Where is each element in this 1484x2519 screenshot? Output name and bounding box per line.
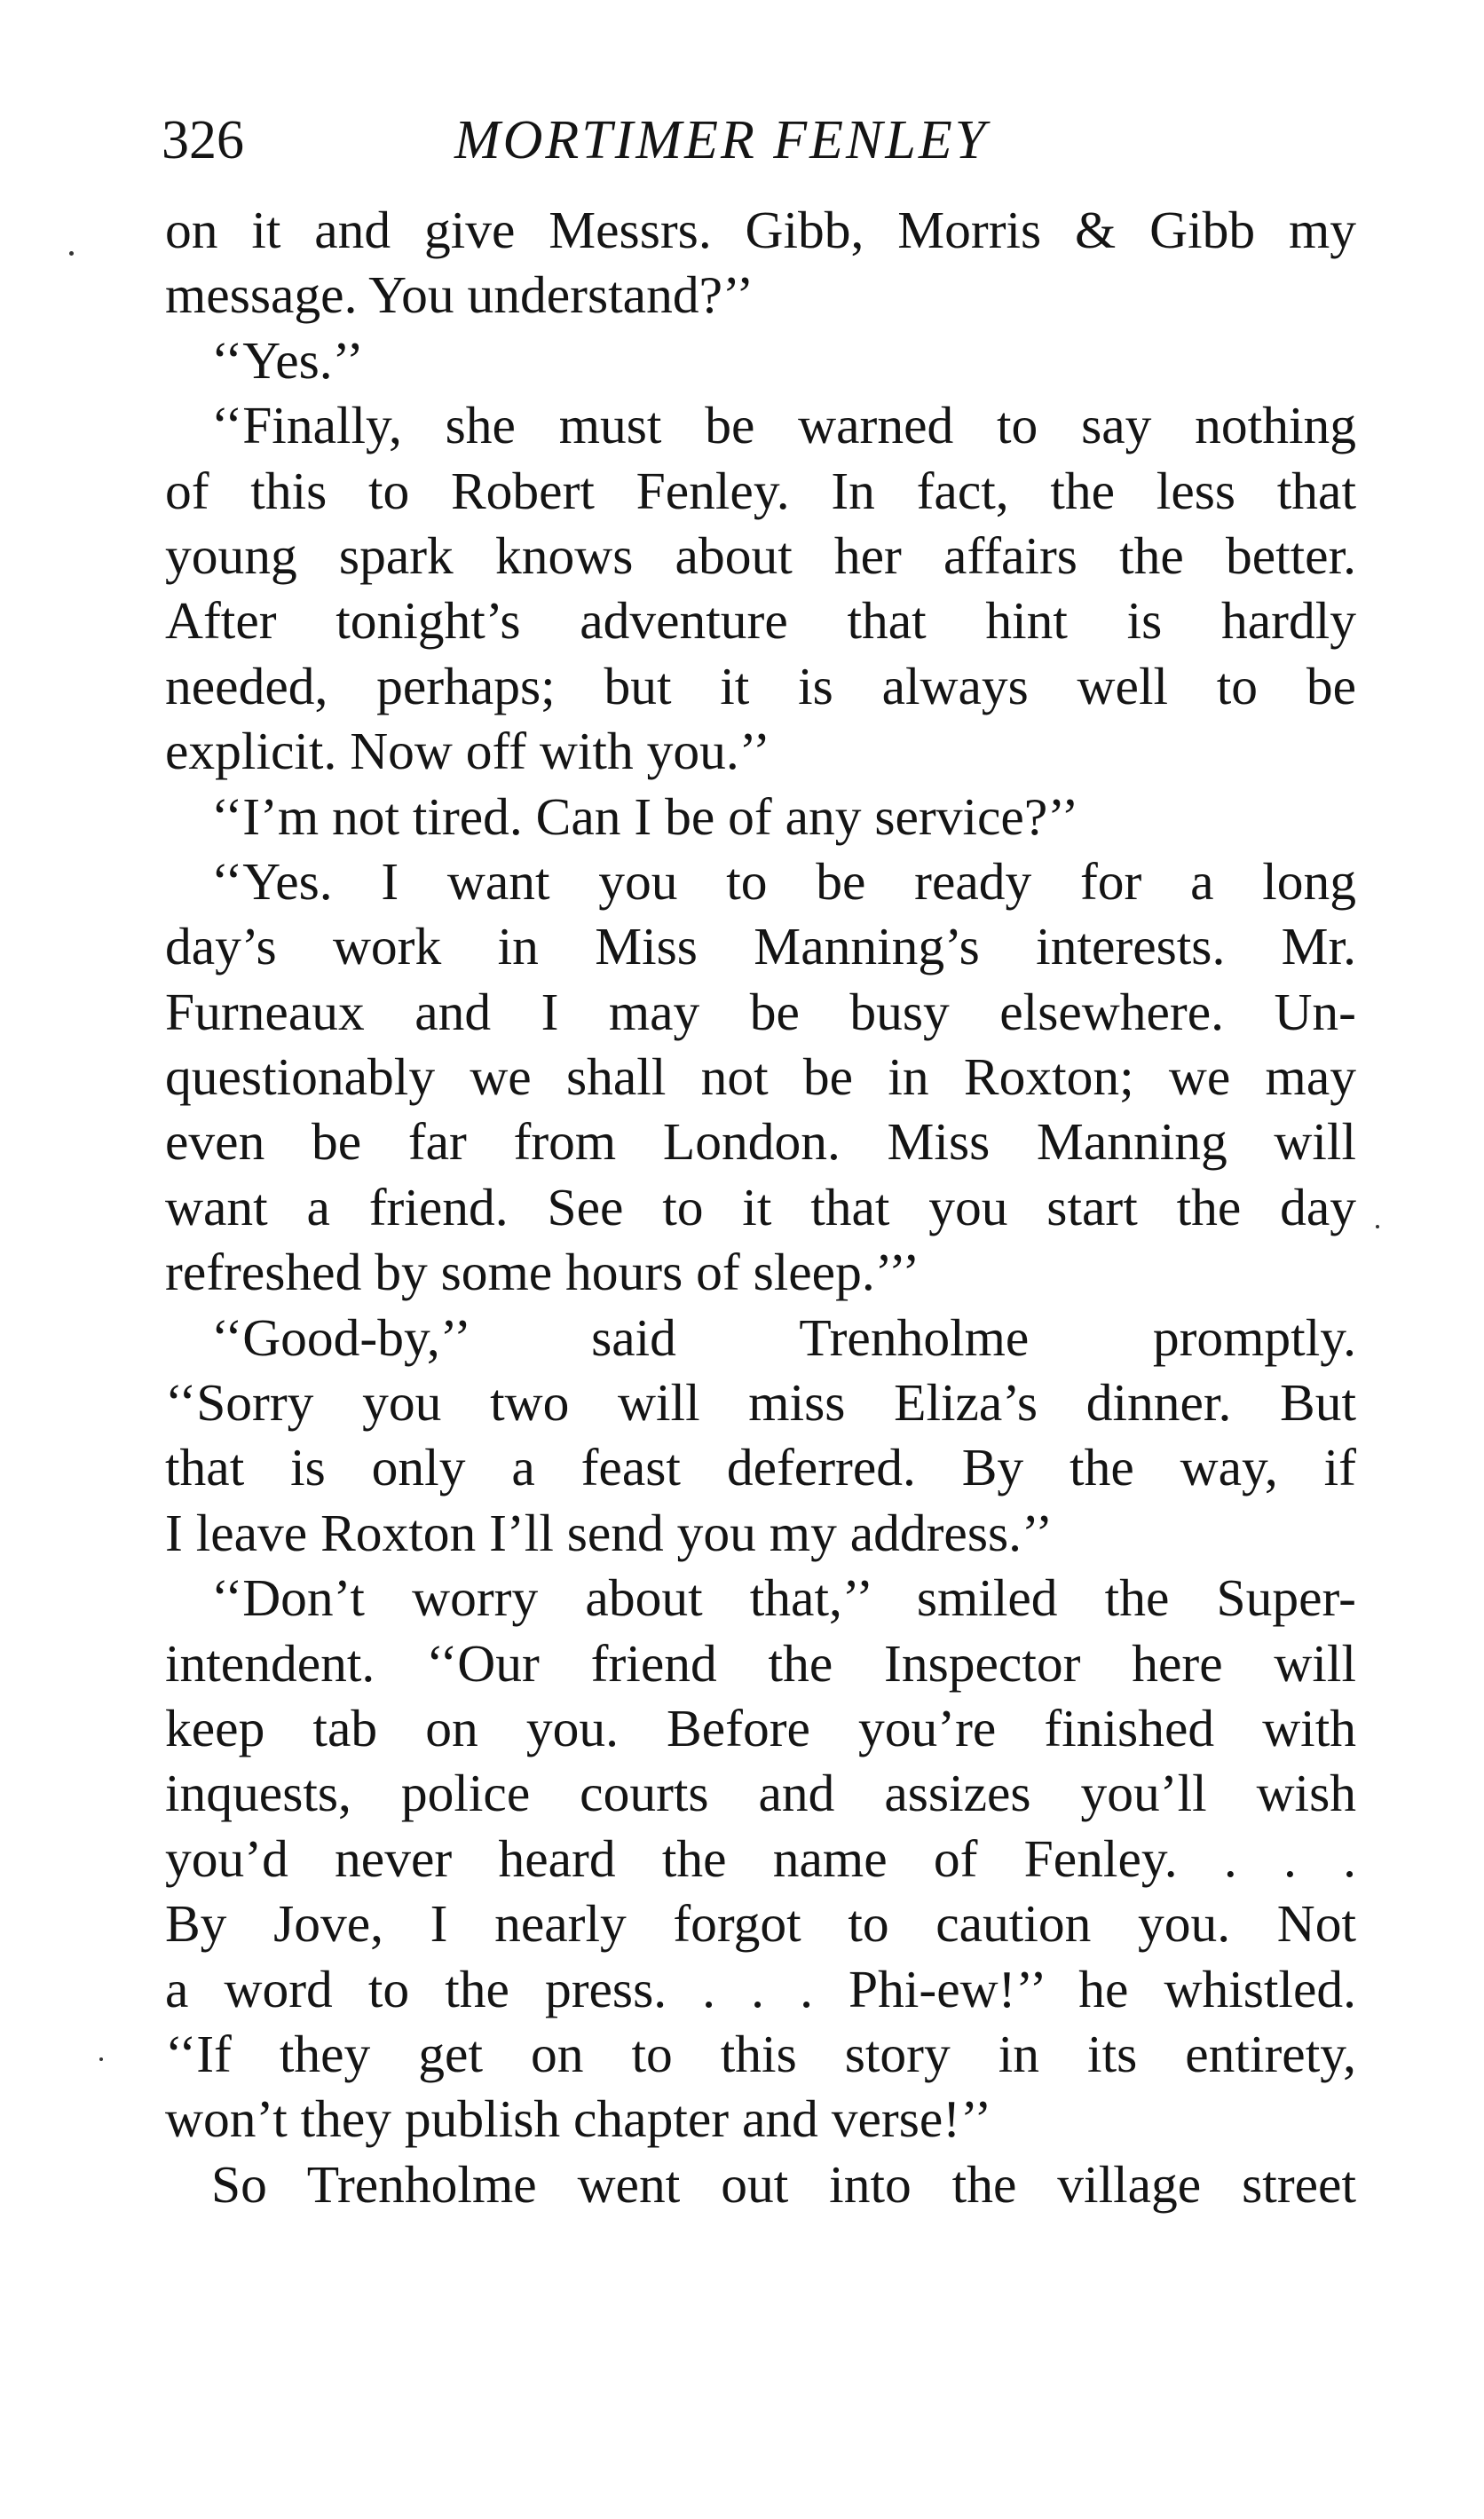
text-line: intendent. ‘‘Our friend the Inspector here will — [165, 1633, 1356, 1693]
text-line: that is only a feast deferred. By the way, if — [165, 1438, 1356, 1497]
text-line: even be far from London. Miss Manning will — [165, 1112, 1356, 1172]
text-line: ‘‘Finally, she must be warned to say nothing — [211, 396, 1356, 455]
text-line: a word to the press. . . . Phi-ew!’’ he whistled. — [165, 1959, 1356, 2018]
text-line: Furneaux and I may be busy elsewhere. Un- — [165, 982, 1356, 1041]
text-line: you’d never heard the name of Fenley. . . . — [165, 1828, 1356, 1888]
text-line: won’t they publish chapter and verse!’’ — [165, 2089, 992, 2149]
body-text — [165, 198, 1356, 2217]
text-line: ‘‘Good-by,’’ said Trenholme promptly. — [211, 1307, 1356, 1367]
text-line: needed, perhaps; but it is always well to be — [165, 656, 1356, 715]
text-line: explicit. Now off with you.’’ — [165, 722, 770, 781]
running-title: MORTIMER FENLEY — [454, 110, 989, 170]
text-line: on it and give Messrs. Gibb, Morris & Gibb my — [165, 201, 1356, 259]
text-line: ‘‘Sorry you two will miss Eliza’s dinner. But — [165, 1373, 1356, 1433]
text-line: ‘‘If they get on to this story in its entirety, — [165, 2024, 1356, 2083]
text-line: So Trenholme went out into the village street — [211, 2154, 1356, 2214]
text-line: young spark knows about her affairs the better. — [165, 525, 1356, 585]
text-line: I leave Roxton I’ll send you my address.’’ — [165, 1503, 1054, 1562]
text-line: questionably we shall not be in Roxton; we may — [165, 1047, 1356, 1107]
text-line: of this to Robert Fenley. In fact, the less that — [165, 461, 1356, 520]
text-line: After tonight’s adventure that hint is hardly — [165, 591, 1356, 651]
text-line: ‘‘Yes. I want you to be ready for a long — [211, 851, 1356, 911]
text-line: inquests, police courts and assizes you’ll wish — [165, 1764, 1356, 1823]
text-line: want a friend. See to it that you start the day — [165, 1177, 1356, 1236]
print-speck — [1376, 1225, 1379, 1228]
text-line: keep tab on you. Before you’re finished with — [165, 1698, 1356, 1757]
print-speck — [69, 251, 74, 256]
text-line: message. You understand?’’ — [165, 265, 754, 325]
text-line: ‘‘Don’t worry about that,’’ smiled the Super- — [211, 1568, 1356, 1628]
text-line: refreshed by some hours of sleep.’’’ — [165, 1243, 920, 1302]
text-line: day’s work in Miss Manning’s interests. Mr. — [165, 917, 1356, 976]
text-line: ‘‘Yes.’’ — [211, 330, 364, 390]
page-header — [162, 105, 1360, 176]
text-line: By Jove, I nearly forgot to caution you. Not — [165, 1894, 1356, 1954]
text-line: ‘‘I’m not tired. Can I be of any service?’’ — [211, 786, 1079, 846]
print-speck — [99, 2057, 103, 2061]
page-number: 326 — [162, 110, 244, 170]
